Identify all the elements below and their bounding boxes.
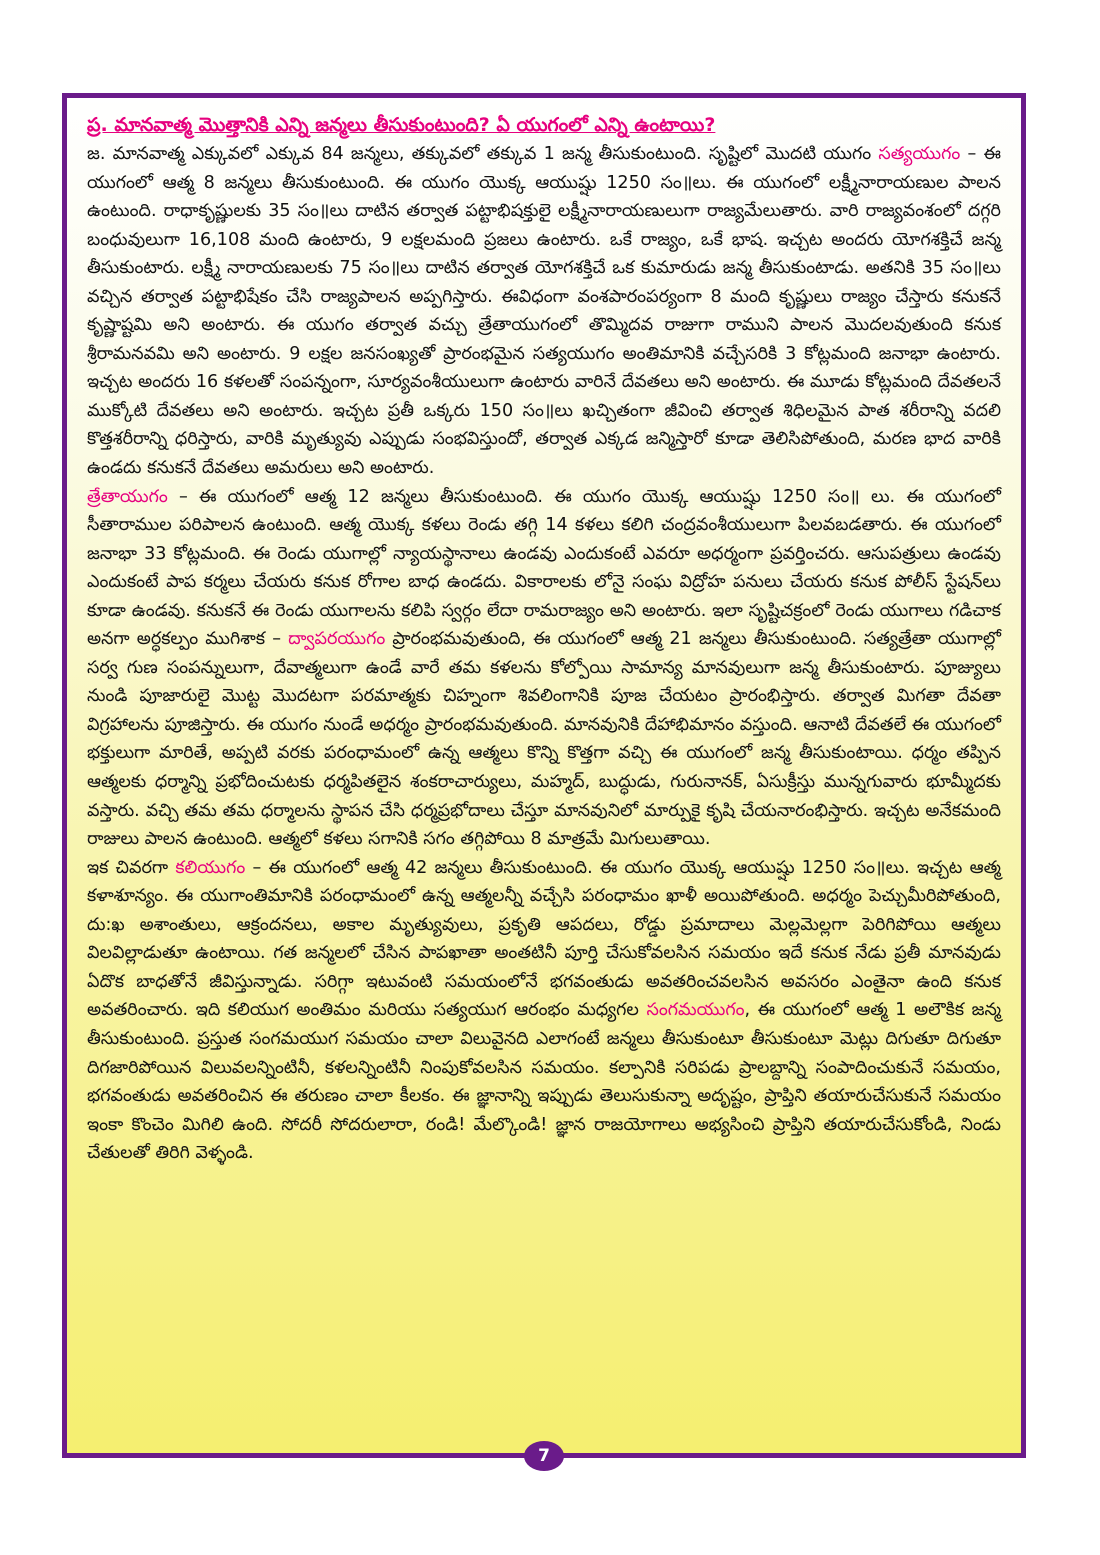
yuga-name-sangama: సంగమయుగం: [646, 1000, 745, 1021]
dwapara-description: ప్రారంభమవుతుంది, ఈ యుగంలో ఆత్మ 21 జన్మలు తీసుకుంటుంది. సత్యత్రేతా యుగాల్లో సర్వ గుణ సంపన్నులుగా, దేవాత్మలుగా ఉండే వారే తమ కళలను కోల్పోయి సామాన్య మానవులుగా జన్మ తీసుకుంటారు. పూజ్యులు నుండి పూజారులై మొట్ట మొదటగా పరమాత్మకు చిహ్నంగా శివలింగానికి పూజ చేయటం ప్రారంభిస్తారు. తర్వాత మిగతా దేవతా విగ్రహాలను పూజిస్తారు. ఈ యుగం నుండే అధర్మం ప్రారంభమవుతుంది. మానవునికి దేహాభిమానం వస్తుంది. ఆనాటి దేవతలే ఈ యుగంలో భక్తులుగా మారితే, అప్పటి వరకు పరంధామంలో ఉన్న ఆత్మలు కొన్ని కొత్తగా వచ్చి ఈ యుగంలో జన్మ తీసుకుంటాయి. ధర్మం తప్పిన ఆత్మలకు ధర్మాన్ని ప్రభోదించుటకు ధర్మపితలైన శంకరాచార్యులు, మహ్మద్, బుద్ధుడు, గురునానక్, ఏసుక్రీస్తు మున్నగువారు భూమ్మీదకు వస్తారు. వచ్చి తమ తమ ధర్మాలను స్థాపన చేసి ధర్మప్రభోదాలు చేస్తూ మానవునిలో మార్పుకై కృషి చేయనారంభిస్తారు. ఇచ్చట అనేకమంది రాజులు పాలన ఉంటుంది. ఆత్మలో కళలు సగానికి సగం తగ్గిపోయి 8 మాత్రమే మిగులుతాయి.: [87, 629, 1001, 850]
page-frame: [62, 93, 1026, 1466]
satya-description: – ఈ యుగంలో ఆత్మ 8 జన్మలు తీసుకుంటుంది. ఈ యుగం యొక్క ఆయుష్షు 1250 సం॥లు. ఈ యుగంలో లక్ష్మీనారాయణుల పాలన ఉంటుంది. రాధాకృష్ణులకు 35 సం॥లు దాటిన తర్వాత పట్టాభిషక్తులై లక్ష్మీనారాయణులుగా రాజ్యమేలుతారు. వారి రాజ్యవంశంలో దగ్గరి బంధువులుగా 16,108 మంది ఉంటారు, 9 లక్షలమంది ప్రజలు ఉంటారు. ఒకే రాజ్యం, ఒకే భాష. ఇచ్చట అందరు యోగశక్తిచే జన్మ తీసుకుంటారు. లక్ష్మీ నారాయణులకు 75 సం॥లు దాటిన తర్వాత యోగశక్తిచే ఒక కుమారుడు జన్మ తీసుకుంటాడు. అతనికి 35 సం॥లు వచ్చిన తర్వాత పట్టాభిషేకం చేసి రాజ్యపాలన అప్పగిస్తారు. ఈవిధంగా వంశపారంపర్యంగా 8 మంది కృష్ణులు రాజ్యం చేస్తారు కనుకనే కృష్ణాష్టమి అని అంటారు. ఈ యుగం తర్వాత వచ్చు త్రేతాయుగంలో తొమ్మిదవ రాజుగా రాముని పాలన మొదలవుతుంది కనుక శ్రీరామనవమి అని అంటారు. 9 లక్షల జనసంఖ్యతో ప్రారంభమైన సత్యయుగం అంతిమానికి వచ్చేసరికి 3 కోట్లమంది జనాభా ఉంటారు. ఇచ్చట అందరు 16 కళలతో సంపన్నంగా, సూర్యవంశీయులుగా ఉంటారు వారినే దేవతలు అని అంటారు. ఈ మూడు కోట్లమంది దేవతలనే ముక్కోటి దేవతలు అని అంటారు. ఇచ్చట ప్రతీ ఒక్కరు 150 సం॥లు ఖచ్చితంగా జీవించి తర్వాత శిధిలమైన పాత శరీరాన్ని వదలి కొత్తశరీరాన్ని ధరిస్తారు, వారికి మృత్యువు ఎప్పుడు సంభవిస్తుందో, తర్వాత ఎక్కడ జన్మిస్తారో కూడా తెలిసిపోతుంది, మరణ భాద వారికి ఉండదు కనుకనే దేవతలు అమరులు అని అంటారు.: [87, 144, 1001, 479]
answer-paragraph-satya: [87, 140, 1001, 483]
question-heading: ప్ర. మానవాత్మ మొత్తానికి ఎన్ని జన్మలు తీసుకుంటుంది? ఏ యుగంలో ఎన్ని ఉంటాయి?: [87, 114, 716, 136]
yuga-name-treta: త్రేతాయుగం: [87, 486, 168, 507]
yuga-name-satya: సత్యయుగం: [878, 144, 961, 164]
yuga-name-dwapara: ద్వాపరయుగం: [288, 629, 386, 650]
sangama-description: , ఈ యుగంలో ఆత్మ 1 అలౌకిక జన్మ తీసుకుంటుంది. ప్రస్తుత సంగమయుగ సమయం చాలా విలువైనది ఎలాగంటే జన్మలు తీసుకుంటూ తీసుకుంటూ మెట్లు దిగుతూ దిగుతూ దిగజారిపోయిన విలువలన్నింటినీ, కళలన్నింటినీ నింపుకోవలసిన సమయం. కల్పానికి సరిపడు ప్రాలబ్దాన్ని సంపాదించుకునే సమయం, భగవంతుడు అవతరించిన ఈ తరుణం చాలా కీలకం. ఈ జ్ఞానాన్ని ఇప్పుడు తెలుసుకున్నా అదృష్టం, ప్రాప్తిని తయారుచేసుకునే సమయం ఇంకా కొంచెం మిగిలి ఉంది. సోదరీ సోదరులారా, రండి! మేల్కొండి! జ్ఞాన రాజయోగాలు అభ్యసించి ప్రాప్తిని తయారుచేసుకోండి, నిండు చేతులతో తిరిగి వెళ్ళండి.: [87, 1000, 1002, 1164]
kali-description: – ఈ యుగంలో ఆత్మ 42 జన్మలు తీసుకుంటుంది. ఈ యుగం యొక్క ఆయుష్షు 1250 సం॥లు. ఇచ్చట ఆత్మ కళాశూన్యం. ఈ యుగాంతిమానికి పరంధామంలో ఉన్న ఆత్మలన్నీ వచ్చేసి పరంధామం ఖాళీ అయిపోతుంది. అధర్మం పెచ్చుమీరిపోతుంది, దు:ఖ అశాంతులు, ఆక్రందనలు, అకాల మృత్యువులు, ప్రకృతి ఆపదలు, రోడ్డు ప్రమాదాలు మెల్లమెల్లగా పెరిగిపోయి ఆత్మలు విలవిల్లాడుతూ ఉంటాయి. గత జన్మలలో చేసిన పాపఖాతా అంతటినీ పూర్తి చేసుకోవలసిన సమయం ఇదే కనుక నేడు ప్రతీ మానవుడు ఏదొక బాధతోనే జీవిస్తున్నాడు. సరిగ్గా ఇటువంటి సమయంలోనే భగవంతుడు అవతరించవలసిన అవసరం ఎంతైనా ఉంది కనుక అవతరించారు. ఇది కలియుగ అంతిమం మరియు సత్యయుగ ఆరంభం మధ్యగల: [87, 857, 1001, 1021]
page-number-badge: 7: [524, 1441, 564, 1471]
treta-description: – ఈ యుగంలో ఆత్మ 12 జన్మలు తీసుకుంటుంది. ఈ యుగం యొక్క ఆయుష్షు 1250 సం॥ లు. ఈ యుగంలో సీతారాముల పరిపాలన ఉంటుంది. ఆత్మ యొక్క కళలు రెండు తగ్గి 14 కళలు కలిగి చంద్రవంశీయులుగా పిలవబడతారు. ఈ యుగంలో జనాభా 33 కోట్లమంది. ఈ రెండు యుగాల్లో న్యాయస్థానాలు ఉండవు ఎందుకంటే ఎవరూ అధర్మంగా ప్రవర్తించరు. ఆసుపత్రులు ఉండవు ఎందుకంటే పాప కర్మలు చేయరు కనుక రోగాల బాధ ఉండదు. వికారాలకు లోనై సంఘ విద్రోహ పనులు చేయరు కనుక పోలీస్ స్టేషన్‌లు కూడా ఉండవు. కనుకనే ఈ రెండు యుగాలను కలిపి స్వర్గం లేదా రామరాజ్యం అని అంటారు. ఇలా సృష్టిచక్రంలో రెండు యుగాలు గడిచాక అనగా అర్ధకల్పం ముగిశాక –: [87, 486, 1001, 650]
answer-paragraph-kali: [87, 854, 1001, 1168]
answer-paragraph-treta-dwapara: [87, 483, 1001, 854]
yuga-name-kali: కలియుగం: [175, 857, 246, 878]
kali-intro: ఇక చివరగా: [87, 857, 176, 878]
answer-intro: జ. మానవాత్మ ఎక్కువలో ఎక్కువ 84 జన్మలు, తక్కువలో తక్కువ 1 జన్మ తీసుకుంటుంది. సృష్టిలో మొదటి యుగం: [87, 144, 879, 164]
